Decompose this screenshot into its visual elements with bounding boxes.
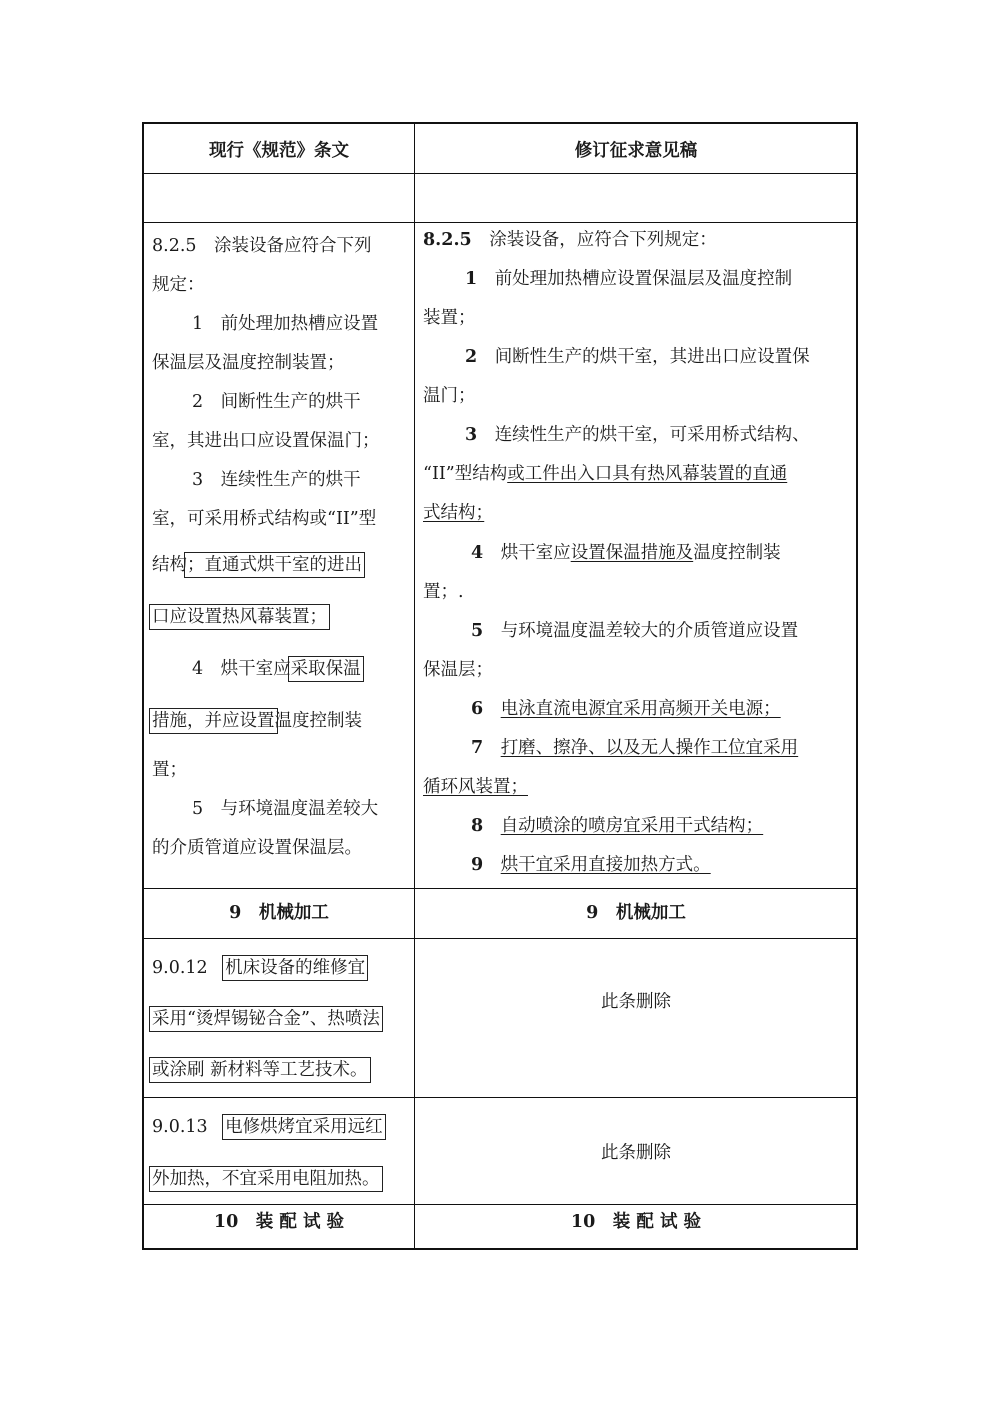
item-number: 2 [465,347,478,367]
boxed-text: 电修烘烤宜采用远红 [225,1117,383,1137]
clause-text: “II”型结构 [423,464,508,484]
clause-line: 的介质管道应设置保温层。 [152,838,362,858]
row-divider [144,888,856,889]
underlined-text: 或工件出入口具有热风幕装置的直通 [507,464,788,484]
clause-line: 保温层； [423,660,493,680]
clause-line [152,1165,380,1190]
item-number: 7 [471,738,484,758]
item-number: 1 [465,269,478,289]
clause-line [465,343,810,368]
clause-line [471,617,798,642]
row-divider [144,1204,856,1205]
item-number: 5 [471,621,484,641]
boxed-text: 口应设置热风幕装置； [152,607,327,627]
left-clause-9-0-13 [152,1113,410,1203]
item-number: 8 [471,816,484,836]
underlined-text: 式结构； [423,503,485,523]
right-clause-8-2-5 [423,226,853,886]
clause-line: 室，可采用桥式结构或“II”型 [152,509,377,529]
clause-text: 间断性生产的烘干室，其进出口应设置保 [494,347,810,367]
clause-number: 9.0.12 [152,958,208,978]
clause-line [465,265,792,290]
clause-text: 结构 [152,555,187,575]
underlined-text: 设置保温措施及 [570,543,694,563]
clause-line: 1 前处理加热槽应设置 [192,314,379,334]
item-number: 3 [465,425,478,445]
clause-line [192,655,361,680]
clause-line [423,226,717,251]
clause-line: 室，其进出口应设置保温门； [152,431,380,451]
item-number: 4 [471,543,484,563]
underlined-text: 自动喷涂的喷房宜采用干式结构； [500,816,764,836]
header-revised-draft: 修订征求意见稿 [574,141,698,161]
section-10-right: 10 装 配 试 验 [570,1212,702,1232]
section-9-right: 9 机械加工 [586,903,686,923]
clause-line [152,603,327,628]
clause-line [152,1005,380,1030]
clause-text: 温度控制装 [274,711,362,731]
section-10-left: 10 装 配 试 验 [213,1212,345,1232]
header-current-code: 现行《规范》条文 [209,141,349,161]
boxed-text: 或涂刷 新材料等工艺技术。 [152,1060,368,1080]
clause-line: 8.2.5 涂装设备应符合下列 [152,236,372,256]
clause-number: 9.0.13 [152,1117,208,1137]
clause-line [152,551,362,576]
clause-line [471,695,781,720]
clause-line [152,707,362,732]
boxed-text: 机床设备的维修宜 [225,958,366,978]
clause-line: 规定： [152,275,205,295]
clause-line: 3 连续性生产的烘干 [192,470,361,490]
left-clause-9-0-12 [152,954,410,1094]
comparison-table [142,122,858,1250]
item-number: 6 [471,699,484,719]
clause-line: 保温层及温度控制装置； [152,353,345,373]
clause-line: 置；. [423,582,464,602]
clause-line: 2 间断性生产的烘干 [192,392,361,412]
clause-text: 烘干室应 [500,543,571,563]
section-9-left: 9 机械加工 [229,903,329,923]
clause-line [152,1113,383,1138]
clause-text: 涂装设备，应符合下列规定： [489,230,717,250]
item-number: 9 [471,855,484,875]
clause-line [423,460,787,485]
clause-line: 装置； [423,308,476,328]
right-clause-9-0-13: 此条删除 [601,1143,671,1163]
underlined-text: 打磨、擦净、以及无人操作工位宜采用 [500,738,799,758]
left-clause-8-2-5 [152,232,410,882]
clause-line [152,954,365,979]
clause-text: 4 烘干室应 [192,659,291,679]
boxed-text: 措施，并应设置 [152,711,275,731]
clause-line [423,773,528,798]
clause-line [471,734,798,759]
boxed-text: ；直通式烘干室的进出 [187,555,362,575]
right-clause-9-0-12: 此条删除 [601,992,671,1012]
row-divider [144,173,856,174]
clause-text: 温度控制装 [693,543,781,563]
underlined-text: 烘干宜采用直接加热方式。 [500,855,711,875]
boxed-text: 采用“烫焊锡铋合金”、热喷法 [152,1009,380,1029]
clause-line [152,1056,368,1081]
clause-number: 8.2.5 [423,230,472,250]
clause-line: 置； [152,760,187,780]
clause-line [471,851,711,876]
clause-line: 5 与环境温度温差较大 [192,799,379,819]
clause-line [471,539,781,564]
clause-text: 前处理加热槽应设置保温层及温度控制 [494,269,793,289]
column-divider [414,124,415,1248]
clause-text: 连续性生产的烘干室，可采用桥式结构、 [494,425,810,445]
clause-text: 与环境温度温差较大的介质管道应设置 [500,621,799,641]
row-divider [144,222,856,223]
clause-line: 温门； [423,386,476,406]
underlined-text: 电泳直流电源宜采用高频开关电源； [500,699,781,719]
row-divider [144,1097,856,1098]
clause-line [465,421,810,446]
row-divider [144,938,856,939]
clause-line [423,499,502,524]
boxed-text: 外加热，不宜采用电阻加热。 [152,1169,380,1189]
clause-line [471,812,763,837]
boxed-text: 采取保温 [290,659,361,679]
underlined-text: 循环风装置； [423,777,528,797]
